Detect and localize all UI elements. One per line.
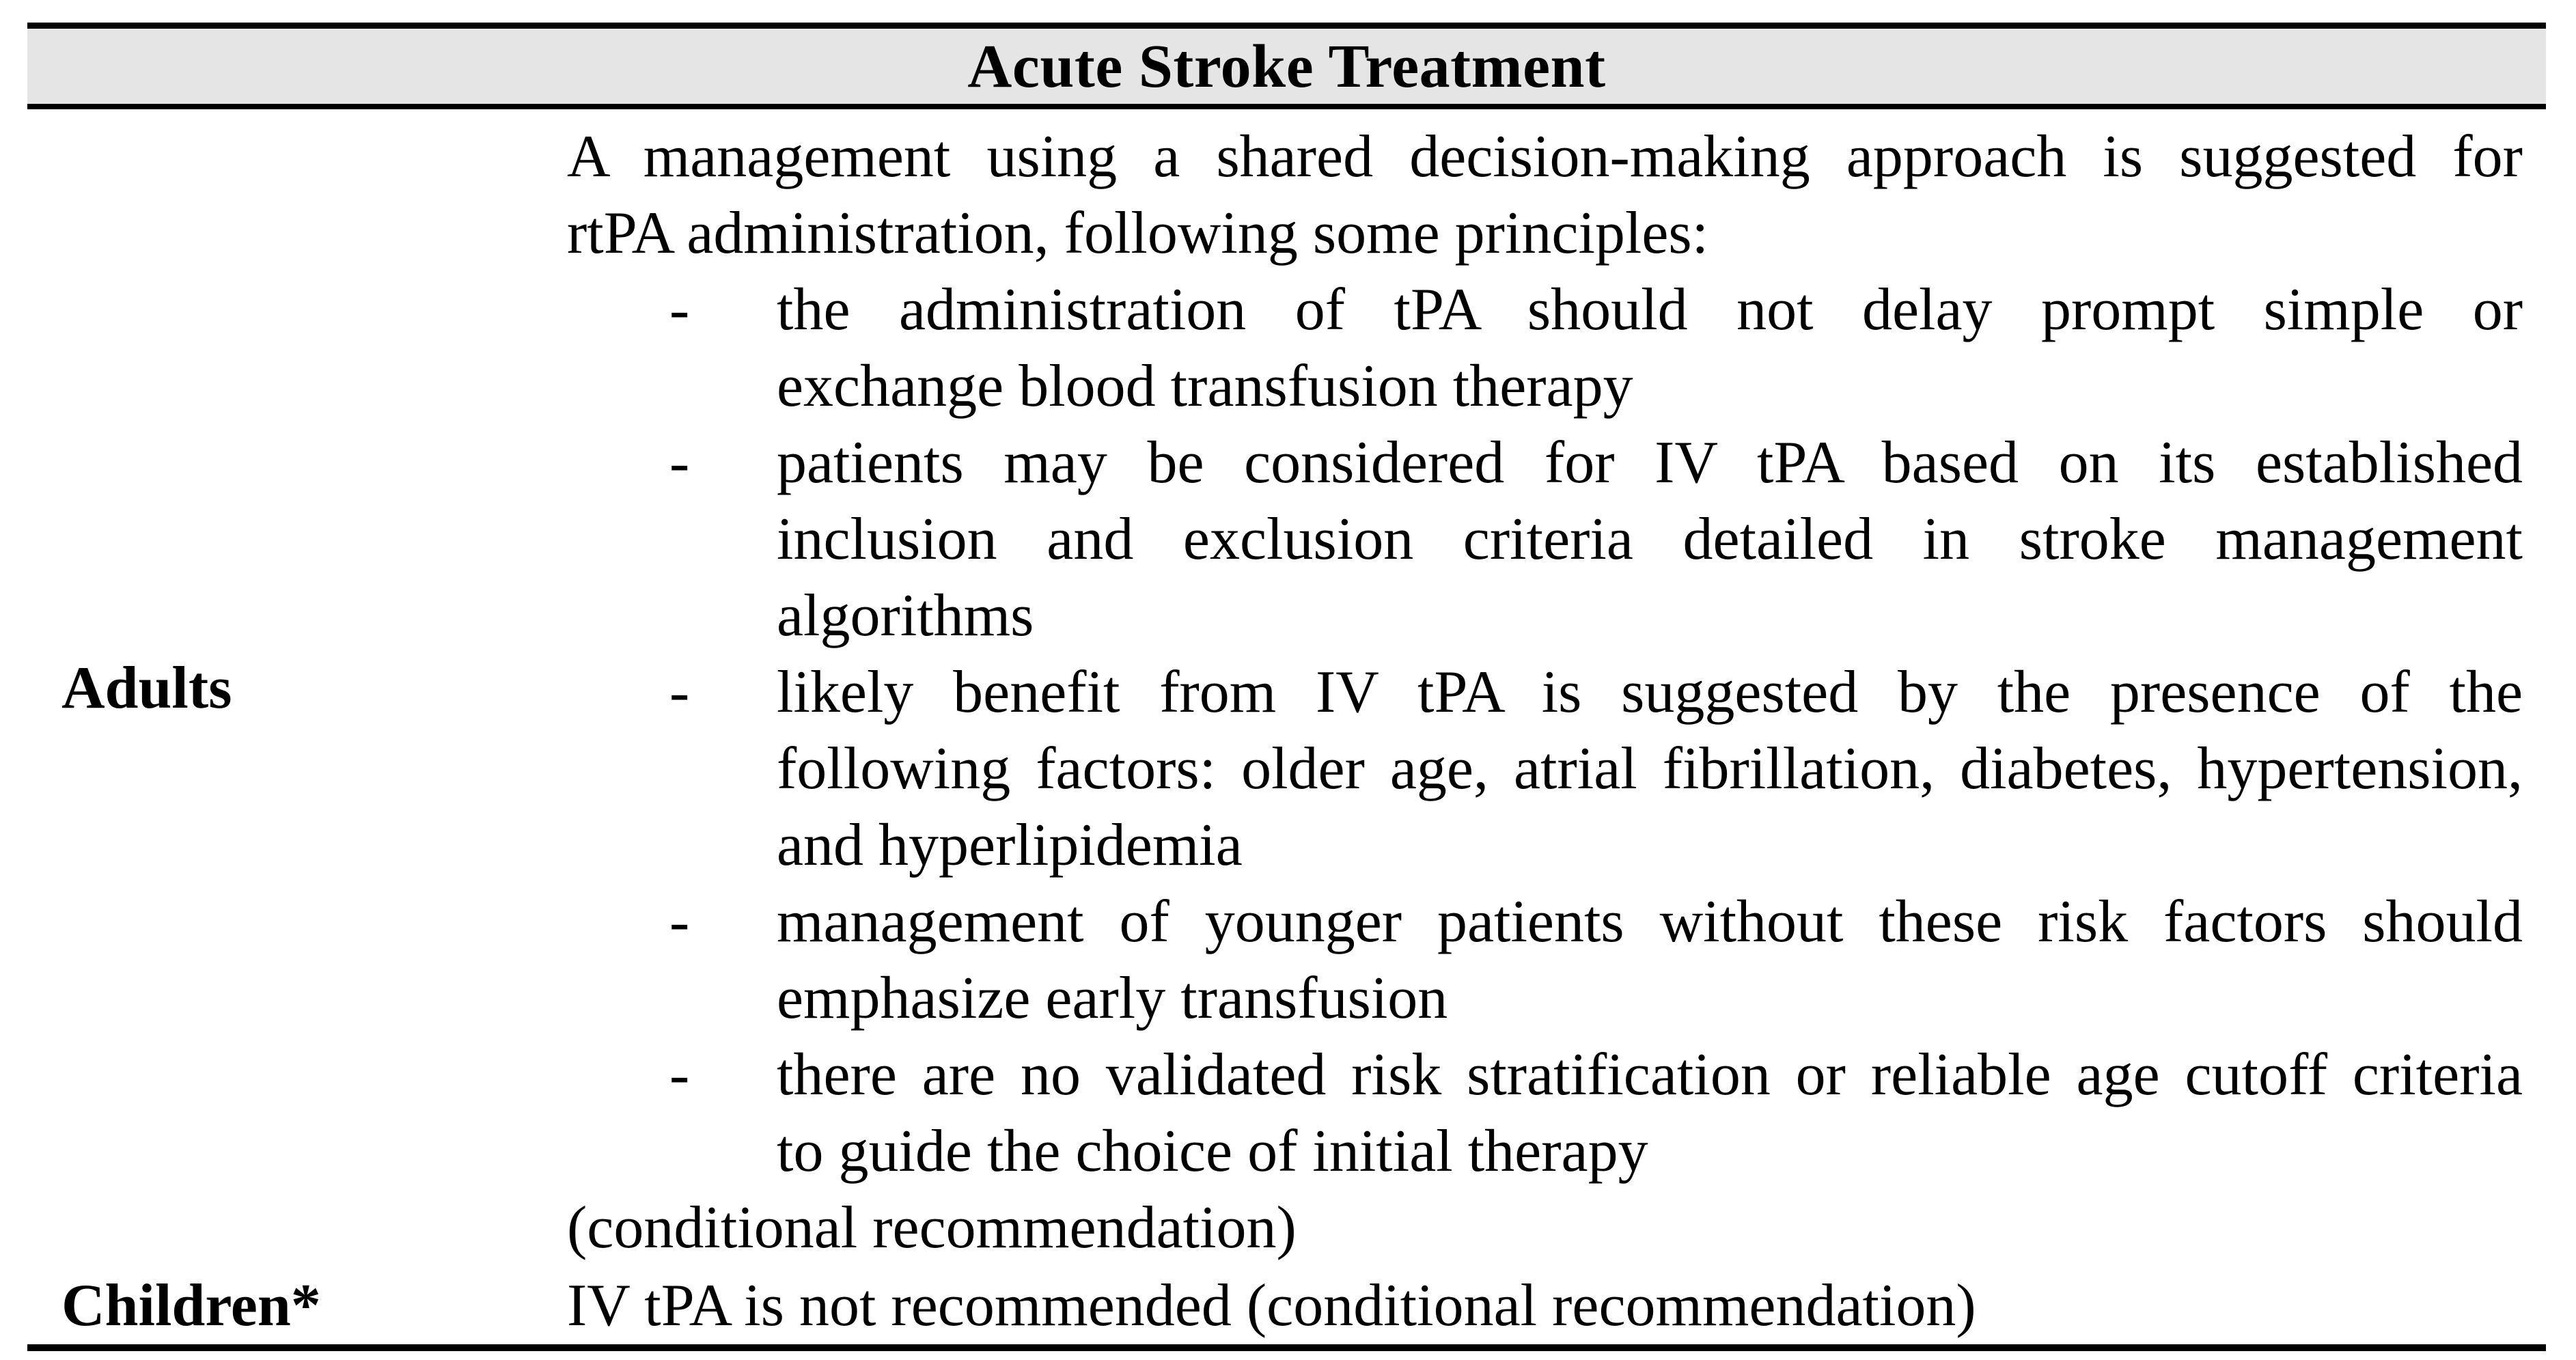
text-line: algorithms xyxy=(777,583,1034,649)
bullet-dash: - xyxy=(669,430,690,496)
bullet-item xyxy=(567,425,2523,654)
children-label: Children* xyxy=(61,1273,321,1339)
adults-closing-note xyxy=(567,1190,2523,1266)
adults-intro-paragraph xyxy=(567,119,2523,272)
text-line: patients may be considered for IV tPA based on its established xyxy=(777,430,2523,496)
table-header-row xyxy=(27,29,2546,109)
text-line: and hyperlipidemia xyxy=(777,812,1243,878)
table-row-adults xyxy=(27,109,2546,1268)
text-line: (conditional recommendation) xyxy=(567,1195,1297,1261)
text-line: management of younger patients without these risk factors should xyxy=(777,889,2523,955)
text-line: exchange blood transfusion therapy xyxy=(777,353,1633,419)
text-line: following factors: older age, atrial fibrillation, diabetes, hypertension, xyxy=(777,736,2523,802)
text-line: rtPA administration, following some principles: xyxy=(567,200,1709,266)
acute-stroke-treatment-table xyxy=(27,23,2546,1351)
text-line: A management using a shared decision-making approach is suggested for xyxy=(567,124,2523,190)
text-line: to guide the choice of initial therapy xyxy=(777,1118,1648,1184)
bullet-dash: - xyxy=(669,659,690,725)
bullet-dash: - xyxy=(669,277,690,343)
text-line: inclusion and exclusion criteria detailed in stroke management xyxy=(777,506,2523,572)
bullet-dash: - xyxy=(669,889,690,955)
bullet-dash: - xyxy=(669,1042,690,1108)
text-line: the administration of tPA should not delay prompt simple or xyxy=(777,277,2523,343)
bullet-item xyxy=(567,1037,2523,1190)
text-line: emphasize early transfusion xyxy=(777,965,1448,1031)
row-label-cell-adults xyxy=(27,109,567,1268)
text-line: there are no validated risk stratification or reliable age cutoff criteria xyxy=(777,1042,2523,1108)
bullet-item xyxy=(567,272,2523,425)
row-label-cell-children xyxy=(27,1268,567,1344)
children-recommendation-cell xyxy=(567,1268,2546,1344)
table-row-children xyxy=(27,1268,2546,1351)
table-body xyxy=(27,109,2546,1351)
text-line: IV tPA is not recommended (conditional recommendation) xyxy=(567,1273,1976,1339)
bullet-item xyxy=(567,884,2523,1037)
text-line: likely benefit from IV tPA is suggested by the presence of the xyxy=(777,659,2523,725)
adults-label: Adults xyxy=(61,655,232,721)
table-title: Acute Stroke Treatment xyxy=(967,32,1606,100)
adults-recommendation-cell xyxy=(567,109,2546,1268)
bullet-item xyxy=(567,654,2523,884)
